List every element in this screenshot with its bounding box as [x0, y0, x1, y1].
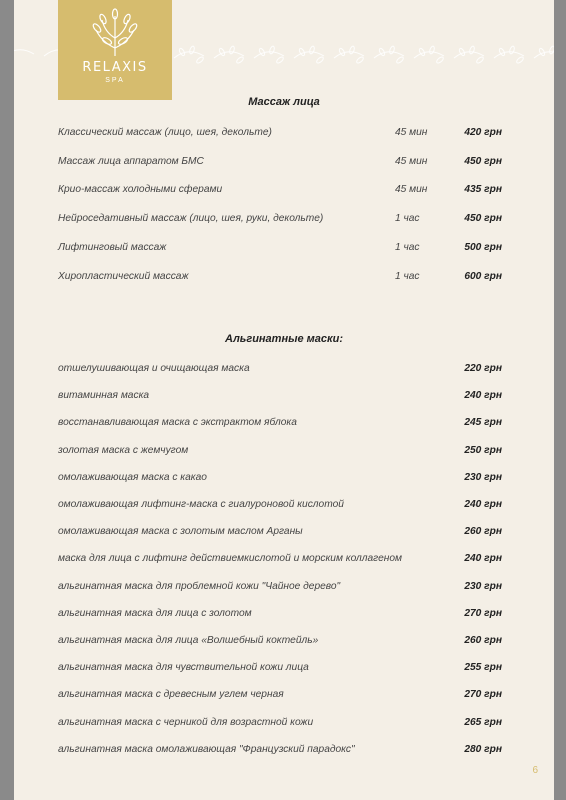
price-list-row	[58, 127, 502, 141]
ornament-leaf	[549, 46, 554, 55]
price-list-row	[58, 553, 502, 567]
service-price: 250 грн	[464, 444, 502, 456]
service-duration: 1 час	[395, 270, 420, 282]
service-name: Крио-массаж холодными сферами	[58, 184, 223, 196]
service-name: Лифтинговый массаж	[58, 241, 167, 253]
service-name: альгинатная маска для лица с золотом	[58, 607, 252, 619]
page-number: 6	[532, 765, 538, 776]
ornament-leaf	[389, 46, 395, 55]
ornament-leaf	[309, 46, 315, 55]
service-price: 260 грн	[464, 526, 502, 538]
service-name: альгинатная маска для чувствительной кожи лица	[58, 662, 309, 674]
price-list-row	[58, 608, 502, 622]
ornament-vine	[334, 52, 364, 58]
price-list-row	[58, 390, 502, 404]
service-name: золотая маска с жемчугом	[58, 444, 189, 456]
ornament-leaf	[196, 56, 205, 64]
price-list-row	[58, 213, 502, 227]
service-name: Классический массаж (лицо, шея, декольте)	[58, 127, 272, 138]
brand-logo	[58, 0, 172, 100]
ornament-vine	[214, 52, 244, 58]
service-price: 230 грн	[464, 471, 502, 483]
service-price: 420 грн	[464, 127, 502, 138]
price-list-row	[58, 184, 502, 198]
price-list-row	[58, 271, 502, 285]
price-list-row	[58, 363, 502, 377]
menu-page	[14, 0, 554, 800]
price-list-row	[58, 445, 502, 459]
service-price: 240 грн	[464, 499, 502, 510]
price-list-row	[58, 744, 502, 758]
service-name: отшелушивающая и очищающая маска	[58, 363, 250, 374]
ornament-leaf	[498, 48, 505, 57]
service-name: омолаживающая маска с какао	[58, 471, 207, 483]
service-price: 265 грн	[464, 716, 502, 728]
service-name: альгинатная маска омолаживающая "Французский парадокс"	[58, 743, 355, 755]
ornament-vine	[14, 50, 34, 56]
service-name: альгинатная маска с древесным углем черная	[58, 689, 284, 701]
olive-branch-icon	[88, 8, 142, 58]
ornament-vine	[414, 52, 444, 58]
ornament-leaf	[418, 48, 425, 57]
service-name: витаминная маска	[58, 390, 150, 402]
ornament-leaf	[356, 56, 365, 64]
price-list-row	[58, 717, 502, 731]
service-duration: 45 мин	[395, 155, 428, 167]
ornament-vine	[294, 52, 324, 58]
service-price: 220 грн	[464, 363, 502, 374]
ornament-leaf	[469, 46, 475, 55]
service-price: 260 грн	[464, 635, 502, 646]
service-price: 255 грн	[464, 662, 502, 674]
ornament-leaf	[316, 56, 325, 64]
ornament-leaf	[338, 48, 345, 57]
service-name: маска для лица с лифтинг действиемкислотой и морским коллагеном	[58, 553, 403, 565]
service-price: 240 грн	[464, 390, 502, 402]
service-name: омолаживающая маска с золотым маслом Арганы	[58, 526, 303, 538]
service-price: 270 грн	[464, 689, 502, 701]
ornament-leaf	[476, 56, 485, 64]
ornament-leaf	[458, 48, 465, 57]
ornament-vine	[494, 52, 524, 58]
ornament-leaf	[378, 48, 385, 57]
ornament-leaf	[429, 46, 435, 55]
service-duration: 1 час	[395, 241, 420, 253]
service-price: 230 грн	[464, 580, 502, 592]
service-price: 450 грн	[464, 155, 502, 167]
service-price: 240 грн	[464, 553, 502, 565]
ornament-leaf	[178, 48, 185, 57]
ornament-leaf	[509, 46, 515, 55]
ornament-leaf	[229, 46, 235, 55]
ornament-leaf	[189, 46, 195, 55]
service-price: 450 грн	[464, 213, 502, 225]
ornament-leaf	[538, 48, 545, 57]
service-price: 435 грн	[464, 184, 502, 196]
ornament-leaf	[516, 56, 525, 64]
ornament-leaf	[218, 48, 225, 57]
ornament-leaf	[436, 56, 445, 64]
service-price: 280 грн	[464, 743, 502, 755]
price-list-row	[58, 635, 502, 649]
service-name: Нейроседативный массаж (лицо, шея, руки, декольте)	[58, 213, 324, 225]
price-list-row	[58, 662, 502, 676]
price-list-row	[58, 526, 502, 540]
ornament-leaf	[236, 56, 245, 64]
price-list-row	[58, 417, 502, 431]
service-price: 245 грн	[464, 417, 502, 429]
service-name: омолаживающая лифтинг-маска с гиалуроновой кислотой	[58, 499, 344, 510]
service-price: 270 грн	[464, 607, 502, 619]
service-name: альгинатная маска с черникой для возрастной кожи	[58, 716, 314, 728]
ornament-leaf	[276, 56, 285, 64]
ornament-leaf	[349, 46, 355, 55]
ornament-vine	[254, 52, 284, 58]
service-price: 500 грн	[464, 241, 502, 253]
service-name: альгинатная маска для проблемной кожи "Чайное дерево"	[58, 580, 341, 592]
service-duration: 1 час	[395, 213, 420, 225]
ornament-leaf	[258, 48, 265, 57]
price-list-row	[58, 156, 502, 170]
service-price: 600 грн	[464, 270, 502, 282]
ornament-leaf	[396, 56, 405, 64]
ornament-leaf	[298, 48, 305, 57]
ornament-leaf	[269, 46, 275, 55]
service-duration: 45 мин	[395, 184, 428, 196]
price-list-row	[58, 689, 502, 703]
price-list-row	[58, 499, 502, 513]
service-name: восстанавливающая маска с экстрактом яблока	[58, 417, 297, 429]
service-name: альгинатная маска для лица «Волшебный коктейль»	[58, 635, 319, 646]
price-list-row	[58, 242, 502, 256]
price-list-row	[58, 472, 502, 486]
section-title-face-massage: Массаж лица	[248, 96, 320, 108]
service-duration: 45 мин	[395, 127, 428, 138]
section-title-alginate-masks: Альгинатные маски:	[225, 333, 343, 345]
brand-subtitle: SPA	[105, 77, 125, 84]
ornament-vine	[374, 52, 404, 58]
price-list-row	[58, 581, 502, 595]
service-name: Массаж лица аппаратом БМС	[58, 155, 204, 167]
ornament-vine	[454, 52, 484, 58]
service-name: Хиропластический массаж	[58, 270, 189, 282]
ornament-vine	[174, 52, 204, 58]
brand-name: RELAXIS	[82, 60, 148, 75]
